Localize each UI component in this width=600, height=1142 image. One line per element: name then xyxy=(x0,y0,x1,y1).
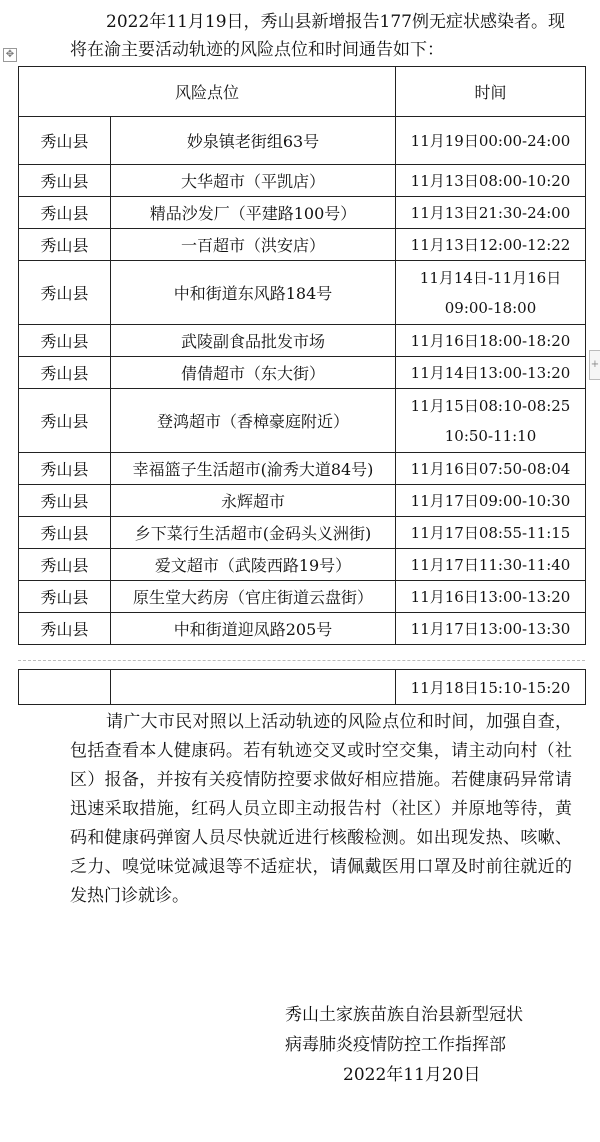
time-line: 09:00-18:00 xyxy=(444,298,537,317)
time-cell xyxy=(396,325,586,357)
time-line: 11月15日08:10-08:25 xyxy=(410,396,571,415)
plus-icon[interactable]: + xyxy=(589,350,600,380)
time-line: 11月17日08:55-11:15 xyxy=(410,523,571,542)
county-cell: 秀山县 xyxy=(19,581,111,613)
county-cell: 秀山县 xyxy=(19,549,111,581)
table-row xyxy=(19,453,586,485)
time-line: 11月16日07:50-08:04 xyxy=(410,459,571,478)
county-cell: 秀山县 xyxy=(19,357,111,389)
table-row xyxy=(19,261,586,325)
place-cell: 精品沙发厂（平建路100号） xyxy=(111,197,396,229)
time-cell xyxy=(396,549,586,581)
time-cell xyxy=(396,117,586,165)
time-line: 11月13日08:00-10:20 xyxy=(410,171,571,190)
place-cell: 妙泉镇老街组63号 xyxy=(111,117,396,165)
county-cell: 秀山县 xyxy=(19,325,111,357)
time-line: 10:50-11:10 xyxy=(444,426,537,445)
table-row xyxy=(19,229,586,261)
place-cell: 乡下菜行生活超市(金码头义洲街) xyxy=(111,517,396,549)
place-cell: 倩倩超市（东大街） xyxy=(111,357,396,389)
time-line: 11月16日13:00-13:20 xyxy=(410,587,571,606)
table-row xyxy=(19,325,586,357)
page-break xyxy=(18,660,585,661)
time-cell xyxy=(396,165,586,197)
time-cell xyxy=(396,389,586,453)
time-cell xyxy=(396,197,586,229)
county-cell: 秀山县 xyxy=(19,613,111,645)
table-row xyxy=(19,613,586,645)
time-line: 11月14日-11月16日 xyxy=(419,268,562,287)
table-row xyxy=(19,389,586,453)
time-cell xyxy=(396,581,586,613)
county-cell: 秀山县 xyxy=(19,517,111,549)
table-row xyxy=(19,485,586,517)
table-row xyxy=(19,581,586,613)
time-cell xyxy=(396,453,586,485)
time-line: 11月13日21:30-24:00 xyxy=(410,203,571,222)
signature-block xyxy=(285,1000,575,1090)
continued-table xyxy=(18,669,586,705)
place-cell: 一百超市（洪安店） xyxy=(111,229,396,261)
table-row xyxy=(19,197,586,229)
place-cell xyxy=(111,670,396,705)
time-line: 11月14日13:00-13:20 xyxy=(410,363,571,382)
county-cell: 秀山县 xyxy=(19,229,111,261)
time-cell xyxy=(396,517,586,549)
time-cell xyxy=(396,261,586,325)
time-line: 11月17日11:30-11:40 xyxy=(410,555,571,574)
place-cell: 爱文超市（武陵西路19号） xyxy=(111,549,396,581)
risk-table-body xyxy=(19,117,586,645)
header-time: 时间 xyxy=(396,67,586,117)
header-location: 风险点位 xyxy=(19,67,396,117)
county-cell: 秀山县 xyxy=(19,261,111,325)
table-row xyxy=(19,549,586,581)
county-cell: 秀山县 xyxy=(19,117,111,165)
place-cell: 永辉超市 xyxy=(111,485,396,517)
table-row xyxy=(19,357,586,389)
place-cell: 原生堂大药房（官庄街道云盘街） xyxy=(111,581,396,613)
county-cell: 秀山县 xyxy=(19,165,111,197)
risk-table xyxy=(18,66,586,645)
table-row xyxy=(19,117,586,165)
place-cell: 登鸿超市（香樟豪庭附近） xyxy=(111,389,396,453)
table-row xyxy=(19,670,586,705)
time-cell xyxy=(396,229,586,261)
place-cell: 中和街道迎凤路205号 xyxy=(111,613,396,645)
county-cell xyxy=(19,670,111,705)
place-cell: 大华超市（平凯店） xyxy=(111,165,396,197)
move-icon[interactable]: ✥ xyxy=(3,48,17,62)
signature-date: 2022年11月20日 xyxy=(343,1065,481,1085)
signature-line-1: 秀山土家族苗族自治县新型冠状 xyxy=(285,1005,523,1025)
time-line: 11月19日00:00-24:00 xyxy=(410,131,571,150)
intro-paragraph: 2022年11月19日，秀山县新增报告177例无症状感染者。现将在渝主要活动轨迹的风险点位和时间通告如下： xyxy=(70,12,565,60)
time-cell xyxy=(396,357,586,389)
place-cell: 幸福篮子生活超市(渝秀大道84号) xyxy=(111,453,396,485)
time-cell: 11月18日15:10-15:20 xyxy=(396,670,586,705)
time-cell xyxy=(396,485,586,517)
table-row xyxy=(19,165,586,197)
county-cell: 秀山县 xyxy=(19,197,111,229)
time-line: 11月16日18:00-18:20 xyxy=(410,331,571,350)
county-cell: 秀山县 xyxy=(19,485,111,517)
signature-line-2: 病毒肺炎疫情防控工作指挥部 xyxy=(285,1035,506,1055)
notice-paragraph: 请广大市民对照以上活动轨迹的风险点位和时间，加强自查，包括查看本人健康码。若有轨迹交叉或时空交集，请主动向村（社区）报备，并按有关疫情防控要求做好相应措施。若健康码异常请迅速采取措施，红码人员立即主动报告村（社区）并原地等待，黄码和健康码弹窗人员尽快就近进行核酸检测。如出现发热、咳嗽、乏力、嗅觉味觉减退等不适症状，请佩戴医用口罩及时前往就近的发热门诊就诊。 xyxy=(70,712,572,906)
place-cell: 中和街道东风路184号 xyxy=(111,261,396,325)
county-cell: 秀山县 xyxy=(19,389,111,453)
time-line: 11月13日12:00-12:22 xyxy=(410,235,571,254)
time-cell xyxy=(396,613,586,645)
county-cell: 秀山县 xyxy=(19,453,111,485)
time-line: 11月17日13:00-13:30 xyxy=(410,619,571,638)
place-cell: 武陵副食品批发市场 xyxy=(111,325,396,357)
table-row xyxy=(19,517,586,549)
time-line: 11月17日09:00-10:30 xyxy=(410,491,571,510)
